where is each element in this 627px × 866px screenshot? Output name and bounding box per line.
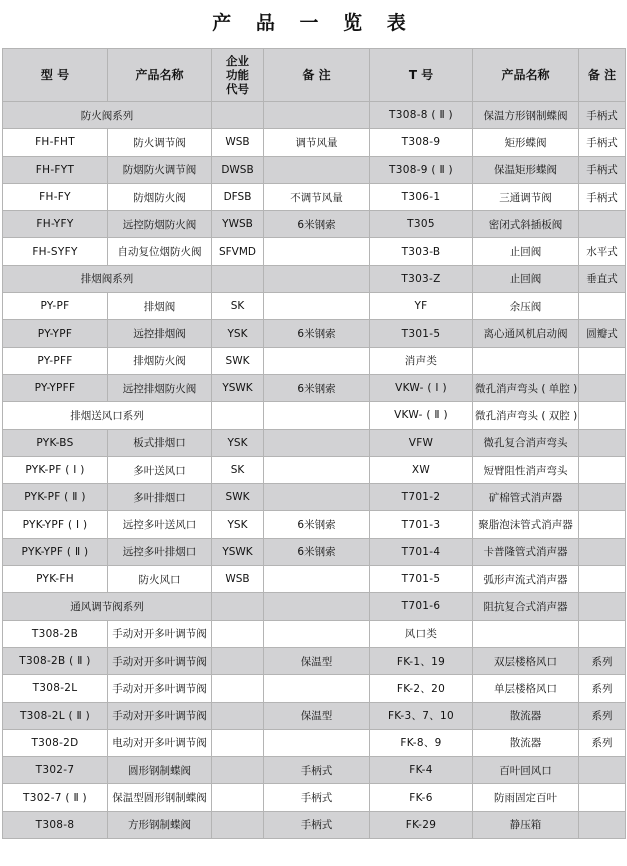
right-model-cell: T701-2 xyxy=(370,484,473,511)
function-code-cell xyxy=(212,402,264,429)
product-name-cell: 手动对开多叶调节阀 xyxy=(108,620,212,647)
table-row xyxy=(3,238,626,265)
right-model-cell: T303-Z xyxy=(370,265,473,292)
header-right-note: 备 注 xyxy=(579,49,626,102)
table-row xyxy=(3,183,626,210)
page-title: 产 品 一 览 表 xyxy=(212,12,415,34)
right-model-cell: T701-6 xyxy=(370,593,473,620)
right-model-cell: FK-3、7、10 xyxy=(370,702,473,729)
product-name-cell: 排烟阀 xyxy=(108,293,212,320)
right-note-cell xyxy=(579,538,626,565)
function-code-cell: WSB xyxy=(212,566,264,593)
note-cell xyxy=(264,675,370,702)
right-product-name-cell: 静压箱 xyxy=(473,811,579,838)
model-cell: PYK-FH xyxy=(3,566,108,593)
product-name-cell: 远控多叶排烟口 xyxy=(108,538,212,565)
note-cell: 保温型 xyxy=(264,647,370,674)
right-product-name-cell: 矿棉管式消声器 xyxy=(473,484,579,511)
product-name-cell: 电动对开多叶调节阀 xyxy=(108,729,212,756)
table-row xyxy=(3,156,626,183)
table-row xyxy=(3,702,626,729)
model-cell: T308-2B ( Ⅱ ) xyxy=(3,647,108,674)
right-model-cell: 风口类 xyxy=(370,620,473,647)
function-code-cell xyxy=(212,593,264,620)
note-cell xyxy=(264,402,370,429)
function-code-cell xyxy=(212,647,264,674)
table-row xyxy=(3,566,626,593)
right-product-name-cell: 微孔复合消声弯头 xyxy=(473,429,579,456)
right-model-cell: VFW xyxy=(370,429,473,456)
function-code-cell: SK xyxy=(212,456,264,483)
right-note-cell: 系列 xyxy=(579,647,626,674)
right-product-name-cell: 卡普隆管式消声器 xyxy=(473,538,579,565)
product-name-cell: 远控排烟阀 xyxy=(108,320,212,347)
right-product-name-cell: 双层楼格风口 xyxy=(473,647,579,674)
right-product-name-cell: 弧形声流式消声器 xyxy=(473,566,579,593)
right-note-cell xyxy=(579,211,626,238)
model-cell: T308-2L ( Ⅱ ) xyxy=(3,702,108,729)
product-name-cell: 手动对开多叶调节阀 xyxy=(108,702,212,729)
right-product-name-cell: 止回阀 xyxy=(473,265,579,292)
table-row xyxy=(3,593,626,620)
table-row xyxy=(3,265,626,292)
note-cell xyxy=(264,484,370,511)
right-product-name-cell: 防雨固定百叶 xyxy=(473,784,579,811)
function-code-cell xyxy=(212,675,264,702)
category-label: 排烟送风口系列 xyxy=(3,402,212,429)
right-product-name-cell: 密闭式斜插板阀 xyxy=(473,211,579,238)
function-code-cell xyxy=(212,757,264,784)
right-model-cell: T701-5 xyxy=(370,566,473,593)
model-cell: T308-2L xyxy=(3,675,108,702)
note-cell: 不调节风量 xyxy=(264,183,370,210)
right-product-name-cell: 三通调节阀 xyxy=(473,183,579,210)
right-model-cell: T701-3 xyxy=(370,511,473,538)
right-note-cell xyxy=(579,347,626,374)
right-model-cell: YF xyxy=(370,293,473,320)
right-note-cell xyxy=(579,429,626,456)
model-cell: PY-PFF xyxy=(3,347,108,374)
product-name-cell: 防烟防火阀 xyxy=(108,183,212,210)
function-code-cell: YWSB xyxy=(212,211,264,238)
function-code-cell: YSK xyxy=(212,429,264,456)
model-cell: PYK-YPF ( Ⅰ ) xyxy=(3,511,108,538)
right-note-cell xyxy=(579,402,626,429)
model-cell: T302-7 xyxy=(3,757,108,784)
table-row xyxy=(3,429,626,456)
note-cell xyxy=(264,429,370,456)
right-product-name-cell: 百叶回风口 xyxy=(473,757,579,784)
table-row xyxy=(3,320,626,347)
right-model-cell: FK-4 xyxy=(370,757,473,784)
right-product-name-cell: 短臂阻性消声弯头 xyxy=(473,456,579,483)
right-model-cell: XW xyxy=(370,456,473,483)
function-code-cell: DFSB xyxy=(212,183,264,210)
right-model-cell: FK-29 xyxy=(370,811,473,838)
header-right-name: 产品名称 xyxy=(473,49,579,102)
table-row xyxy=(3,484,626,511)
right-product-name-cell: 矩形蝶阀 xyxy=(473,129,579,156)
right-note-cell: 圆瓣式 xyxy=(579,320,626,347)
note-cell: 调节风量 xyxy=(264,129,370,156)
note-cell xyxy=(264,293,370,320)
right-product-name-cell: 散流器 xyxy=(473,702,579,729)
note-cell xyxy=(264,265,370,292)
function-code-cell xyxy=(212,265,264,292)
note-cell xyxy=(264,620,370,647)
note-cell: 手柄式 xyxy=(264,784,370,811)
right-product-name-cell: 微孔消声弯头 ( 单腔 ) xyxy=(473,374,579,401)
note-cell: 手柄式 xyxy=(264,811,370,838)
right-note-cell xyxy=(579,620,626,647)
product-name-cell: 远控防烟防火阀 xyxy=(108,211,212,238)
model-cell: PY-YPFF xyxy=(3,374,108,401)
right-note-cell xyxy=(579,811,626,838)
right-product-name-cell: 余压阀 xyxy=(473,293,579,320)
model-cell: PY-YPF xyxy=(3,320,108,347)
table-row xyxy=(3,811,626,838)
header-name: 产品名称 xyxy=(108,49,212,102)
right-model-cell: FK-8、9 xyxy=(370,729,473,756)
table-row xyxy=(3,620,626,647)
product-name-cell: 圆形钢制蝶阀 xyxy=(108,757,212,784)
right-note-cell: 系列 xyxy=(579,702,626,729)
table-row xyxy=(3,402,626,429)
product-name-cell: 排烟防火阀 xyxy=(108,347,212,374)
function-code-cell: YSK xyxy=(212,320,264,347)
product-name-cell: 自动复位烟防火阀 xyxy=(108,238,212,265)
model-cell: PYK-PF ( Ⅰ ) xyxy=(3,456,108,483)
note-cell: 保温型 xyxy=(264,702,370,729)
product-name-cell: 防火风口 xyxy=(108,566,212,593)
right-note-cell: 系列 xyxy=(579,729,626,756)
right-product-name-cell xyxy=(473,620,579,647)
table-row xyxy=(3,102,626,129)
note-cell: 6米钢索 xyxy=(264,320,370,347)
right-note-cell xyxy=(579,293,626,320)
model-cell: T308-2D xyxy=(3,729,108,756)
model-cell: FH-SYFY xyxy=(3,238,108,265)
right-note-cell: 手柄式 xyxy=(579,102,626,129)
right-note-cell: 手柄式 xyxy=(579,156,626,183)
right-note-cell xyxy=(579,593,626,620)
right-product-name-cell: 微孔消声弯头 ( 双腔 ) xyxy=(473,402,579,429)
right-model-cell: VKW- ( Ⅱ ) xyxy=(370,402,473,429)
right-note-cell: 系列 xyxy=(579,675,626,702)
model-cell: PYK-BS xyxy=(3,429,108,456)
right-model-cell: FK-6 xyxy=(370,784,473,811)
product-name-cell: 多叶送风口 xyxy=(108,456,212,483)
product-name-cell: 板式排烟口 xyxy=(108,429,212,456)
function-code-cell xyxy=(212,784,264,811)
function-code-cell: YSK xyxy=(212,511,264,538)
note-cell xyxy=(264,156,370,183)
note-cell xyxy=(264,238,370,265)
note-cell: 6米钢索 xyxy=(264,211,370,238)
table-header xyxy=(3,49,626,102)
right-product-name-cell xyxy=(473,347,579,374)
table-row xyxy=(3,647,626,674)
product-name-cell: 多叶排烟口 xyxy=(108,484,212,511)
function-code-cell xyxy=(212,620,264,647)
model-cell: PY-PF xyxy=(3,293,108,320)
product-table xyxy=(2,48,626,839)
right-note-cell xyxy=(579,566,626,593)
function-code-cell xyxy=(212,102,264,129)
right-note-cell xyxy=(579,784,626,811)
function-code-cell: YSWK xyxy=(212,374,264,401)
right-product-name-cell: 聚脂泡沫管式消声器 xyxy=(473,511,579,538)
table-row xyxy=(3,538,626,565)
header-note: 备 注 xyxy=(264,49,370,102)
note-cell: 6米钢索 xyxy=(264,374,370,401)
product-name-cell: 手动对开多叶调节阀 xyxy=(108,647,212,674)
table-row xyxy=(3,675,626,702)
note-cell xyxy=(264,729,370,756)
table-row xyxy=(3,211,626,238)
right-note-cell: 手柄式 xyxy=(579,129,626,156)
model-cell: PYK-PF ( Ⅱ ) xyxy=(3,484,108,511)
function-code-cell: YSWK xyxy=(212,538,264,565)
function-code-cell: SWK xyxy=(212,484,264,511)
note-cell xyxy=(264,102,370,129)
function-code-cell: SFVMD xyxy=(212,238,264,265)
product-name-cell: 保温型圆形钢制蝶阀 xyxy=(108,784,212,811)
table-row xyxy=(3,784,626,811)
right-model-cell: T308-9 ( Ⅱ ) xyxy=(370,156,473,183)
product-name-cell: 远控排烟防火阀 xyxy=(108,374,212,401)
right-model-cell: T303-B xyxy=(370,238,473,265)
model-cell: FH-YFY xyxy=(3,211,108,238)
function-code-cell: WSB xyxy=(212,129,264,156)
table-row xyxy=(3,456,626,483)
note-cell xyxy=(264,593,370,620)
right-note-cell xyxy=(579,757,626,784)
product-name-cell: 方形钢制蝶阀 xyxy=(108,811,212,838)
note-cell xyxy=(264,347,370,374)
function-code-cell xyxy=(212,811,264,838)
right-note-cell xyxy=(579,511,626,538)
model-cell: T308-2B xyxy=(3,620,108,647)
right-note-cell: 手柄式 xyxy=(579,183,626,210)
header-code: 企业 功能 代号 xyxy=(212,49,264,102)
category-label: 排烟阀系列 xyxy=(3,265,212,292)
function-code-cell: SK xyxy=(212,293,264,320)
right-model-cell: T308-8 ( Ⅱ ) xyxy=(370,102,473,129)
right-model-cell: 消声类 xyxy=(370,347,473,374)
right-product-name-cell: 保温矩形蝶阀 xyxy=(473,156,579,183)
right-model-cell: T301-5 xyxy=(370,320,473,347)
right-model-cell: FK-1、19 xyxy=(370,647,473,674)
note-cell xyxy=(264,566,370,593)
note-cell xyxy=(264,456,370,483)
header-model: 型 号 xyxy=(3,49,108,102)
product-name-cell: 手动对开多叶调节阀 xyxy=(108,675,212,702)
product-name-cell: 防火调节阀 xyxy=(108,129,212,156)
right-product-name-cell: 单层楼格风口 xyxy=(473,675,579,702)
note-cell: 6米钢索 xyxy=(264,511,370,538)
table-row xyxy=(3,511,626,538)
right-product-name-cell: 止回阀 xyxy=(473,238,579,265)
right-product-name-cell: 散流器 xyxy=(473,729,579,756)
table-row xyxy=(3,729,626,756)
right-note-cell: 水平式 xyxy=(579,238,626,265)
note-cell: 手柄式 xyxy=(264,757,370,784)
table-row xyxy=(3,347,626,374)
model-cell: FH-FY xyxy=(3,183,108,210)
right-model-cell: T305 xyxy=(370,211,473,238)
right-model-cell: T308-9 xyxy=(370,129,473,156)
right-note-cell: 垂直式 xyxy=(579,265,626,292)
function-code-cell: DWSB xyxy=(212,156,264,183)
model-cell: FH-FYT xyxy=(3,156,108,183)
right-product-name-cell: 离心通风机启动阀 xyxy=(473,320,579,347)
table-row xyxy=(3,129,626,156)
product-name-cell: 远控多叶送风口 xyxy=(108,511,212,538)
model-cell: T308-8 xyxy=(3,811,108,838)
category-label: 防火阀系列 xyxy=(3,102,212,129)
model-cell: T302-7 ( Ⅱ ) xyxy=(3,784,108,811)
right-model-cell: T701-4 xyxy=(370,538,473,565)
right-model-cell: T306-1 xyxy=(370,183,473,210)
function-code-cell xyxy=(212,729,264,756)
right-model-cell: VKW- ( Ⅰ ) xyxy=(370,374,473,401)
category-label: 通风调节阀系列 xyxy=(3,593,212,620)
table-row xyxy=(3,374,626,401)
right-note-cell xyxy=(579,484,626,511)
right-note-cell xyxy=(579,374,626,401)
right-product-name-cell: 阻抗复合式消声器 xyxy=(473,593,579,620)
right-model-cell: FK-2、20 xyxy=(370,675,473,702)
right-product-name-cell: 保温方形钢制蝶阀 xyxy=(473,102,579,129)
product-name-cell: 防烟防火调节阀 xyxy=(108,156,212,183)
right-note-cell xyxy=(579,456,626,483)
model-cell: FH-FHT xyxy=(3,129,108,156)
table-row xyxy=(3,293,626,320)
table-row xyxy=(3,757,626,784)
model-cell: PYK-YPF ( Ⅱ ) xyxy=(3,538,108,565)
note-cell: 6米钢索 xyxy=(264,538,370,565)
header-right-model: T 号 xyxy=(370,49,473,102)
function-code-cell: SWK xyxy=(212,347,264,374)
function-code-cell xyxy=(212,702,264,729)
